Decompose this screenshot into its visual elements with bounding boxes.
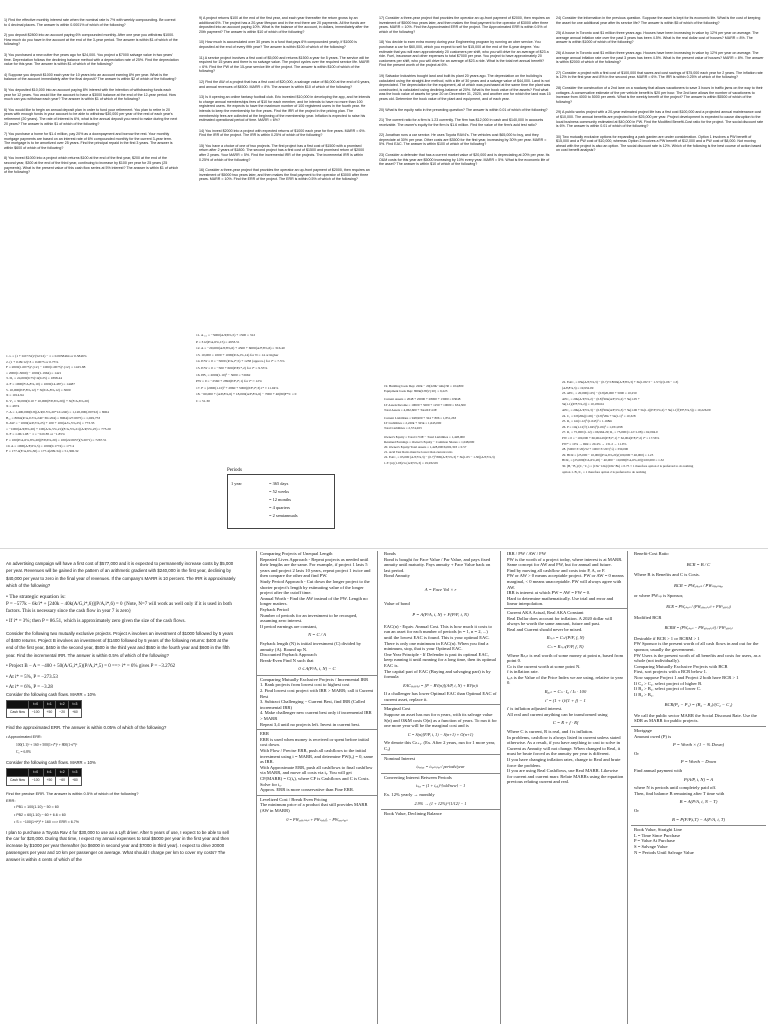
note-text: If you are using Real Cashflows, use Real MARR. Likewise for current and current marr. Relate MARRs using the equation previous relating current and real. (507, 768, 624, 785)
problem: 28) Consider the construction of a 2nd lane on a roadway that allows vacationers to save 3 hours in traffic jams on the way to their cottages. A conservative estimate of the per vehicle benefit is $20 per hour. The 2nd lane allows the number of vacationers to increase from 4000 to 5000 per week. What is the weekly benefit of the project? The answer is within $5500 of which of the following? (556, 85, 763, 104)
notes-column-3 (504, 551, 628, 1024)
note-text: Repeat 3,4 until no projects left. Invest in current best. (260, 721, 361, 727)
answer-line: 25. R₃ = 1m(1.12)³/(1.045)³ = 1.168m (562, 419, 612, 424)
problem: 6) You would like to begin an annual deposit plan in order to fund your retirement. You plan to retire in 20 years with enough funds in your account to be able to withdraw $30,000 per year of the rest of each year's retirement (20 years). The rate of interest is 6%, what is the annual deposit you need to make during the next 20 years? The answer is within $1 of which of the following? (4, 107, 178, 126)
answer-line: 18. −60,000 + (A/P,8%,6) + 18,000(A/F,8%,6) − 7000 + 40(80)F*C = 0 (196, 392, 297, 397)
note-text: EAC(n) - Equiv. Annual Cost. This is how much it costs to run an asset for each number of periods (n = 1, n = 2, ...) until the lowest EAC is found. This is your optimal EAC. There is only one minimum in EAC(n). When you find a minimum, stop, that is your Optimal EAC. (384, 623, 492, 652)
bcrm-equation: BCRM = (PWᵤₛₑᵣₛ − PWₒₚₑᵣₐₜᵢₙᵍ) / PWᶜₐₚᵢₜₐₗ (664, 625, 733, 631)
cf-head-cell: t=0 (28, 700, 43, 708)
note-text: Bond is bought for Face Value / Par Value, and pays fixed annuity until maturity. Pays annuity + Face Value back on last period. (384, 556, 491, 573)
answer-line: 13. 10,000 = 1000 + 1000(P/A,i%,14) for N = 14 or higher (196, 352, 279, 357)
note-text: Where C is current, R is real, and f is inflation. (507, 729, 594, 735)
answer-line: Equipment book Dep: 800k(0.80)^{20} = 9,223 (384, 389, 448, 394)
answer-line: 24. C₄ = 0.8(20k)(1.06) − (0.8)²20k + 5k(1.1)³ = 10,328 (562, 413, 636, 418)
example-text: I plan to purchase a Toyota Rav 4 for $30,000 to use as a Lyft driver. After 5 years of use, I expect to be able to sell the car for $20,000. During that time, I expect my annual expenses to total $5000 per year in the first year and then increase by $1000 per year thereafter (so $6000 in second year and $7000 in third year). I expect to drive 20000 passengers per year and 10 km per passenger on average. What should I charge per km to cover my costs? The answer is within 4 cents of which of the (6, 829, 230, 862)
cf-cell: −100 (28, 777, 43, 785)
answers-column-2 (196, 332, 370, 462)
section-title: Book Value, Declining Balance (384, 811, 442, 817)
problem: 30) Two mutually exclusive options for expanding a park garden are under consideration. Option 1 involves a PW benefit of $15,000 and a PW cost of $10,000, whereas Option 2 involves a PW benefit of $12,000 and a PW cost of $8,000. Not moving ahead with the project is also an option. The social discount rate is 12%. Which of the following is the best course of action based on cost benefit analysis? (556, 134, 762, 153)
answer-line: 4. F = 1000(F/A,8%,10) = 1000(14.487) = 14487 (6, 381, 76, 386)
note-text: ERR is used when money is received or spent before initial cost down. (260, 736, 369, 748)
problem: 11) A service project involves a first cost of $5,000 and returns $1500 a year for 5 years. The service will be required for 15 years and there is no salvage value. The project cycles over the required service life. MARR = 6%. Find the PW of the 15-year service life of the project. The answer is within $100 of which of the following? (199, 55, 370, 74)
note-text: In problems, cashflow is always listed in current unless stated otherwise. As a result, if you have anything to cast to solve in Current as Annuity will not change. When changed to Real, it must be brute forced as the annuity per year is different. (507, 734, 621, 757)
cf-cell: −20 (56, 709, 69, 717)
section-title: Converting Interest Between Periods (384, 774, 452, 780)
problem: 5) You deposited $10,000 into an account paying 8% interest with the intention of withdrawing funds each year for 12 years. You would like the account to have a $3000 balance at the end of the 12-year period. How much can you withdraw each year? The answer is within $1 of which of the following? (4, 87, 177, 102)
section-title: Levelized Cost / Break Even Pricing (260, 796, 328, 802)
note-text: If C₂ > C₁, select project of higher B. (634, 680, 703, 686)
example-equation: 100(1.1)³ + 160 + 500(1+i*)³ + 800(1+i*)³ (16, 742, 78, 747)
periods-row: = 4 quarters (269, 505, 291, 510)
note-text: If B₂ > B₁, (634, 691, 654, 697)
answer-line: P = 312(P/A,6%,15) = 4933.51 (196, 339, 240, 344)
answer-line: 2. (1 + 0.09/12)^3 = 0.0075 or 0.75% (6, 359, 59, 364)
answer-line: 9. F = 1.06/1.08 − 1 = −0.0185 or −1.85% (6, 432, 65, 437)
note-text: Study Period Approach - Cut down the longer project to the shorter project's length by estimating value of the longer project after the cutoff time. (260, 578, 370, 596)
note-text: First, sort projects with a BCR below 1. (634, 669, 708, 675)
note-text: We denote this Cₙ₊₁. (Ex. After 2 years, run for 1 more year, C₃) (384, 740, 496, 752)
answer-line: 11. A₁₅₀ = −5000(A/P,6%,5) + 1500 = 312 (196, 333, 256, 337)
answer-line: 23. AEC₁ = 20,000(1.05) − (0.8)20,000 + 5000 = 10,250 (562, 391, 637, 396)
note-text: PW is the worth of a project today, where interest is at MARR. Same concept for AW and FW, but for annual and future. (507, 556, 623, 568)
answer-line: = 2000(1.3060) − 1000(1.1964) = 1421 (6, 370, 62, 375)
real-equation: Rₙ,ₙ = Cₙ/(P/F, f, N) (546, 635, 585, 641)
bcr-users-equation: BCR = PWᵤₛₑᵣₛ / PWₛₚₒₙₛₒᵣ (674, 582, 723, 588)
levelized-equation: 0 = PWₑₓₚₑₙₛₑₛ + PWₛₐₗᵥₐᵍₑ − PWᵣₑᵥₑₙᵤₑₛ (286, 816, 348, 822)
periods-row: 1 year = 365 days (231, 481, 289, 486)
answers-column-4 (562, 380, 766, 550)
answer-line: 16. PB₁ = 2000(1.10)³ − 5000 = +2662 (196, 372, 251, 377)
note-text: S = Salvage Value (634, 843, 668, 849)
notes-column-2 (381, 551, 501, 1024)
crf-equation: C = R + f · Rf (552, 720, 579, 726)
answer-line: 28. (5000×3×20)/52 + 1000×3×20×(½) = 330,000 (562, 447, 629, 452)
cf-cell: +50 (43, 709, 56, 717)
problem: 8) You invest $1000 into a project which returns $100 at the end of the first year, $200 at the end of the second year, $300 at the end of the third year, continuing to increase by $100 per year for 25 years (25 payments). What is the present value of this cash flow series at 5% interest? The answer is within $1 of which of the following? (4, 156, 179, 175)
problem: 21) The current ratio for a firm is 1.23 currently. The firm has $12,000 in cash and $140,000 in accounts receivable. The owner's equity for the firm is $1.6 million. Find the value of the firm's acid test ratio? (379, 118, 544, 127)
note-text: PW or AW > 0 means acceptable project. PW or AW = 0 means marginal, < 0 means unacceptable. PW will always agree with AW. (507, 573, 624, 590)
answer-line: Current Liabilities = 948,900 + 324 + 806 = 1,851,263 (384, 416, 457, 421)
problem: 29) A public works project with a 20-year estimated project life has a first cost $100,000 and a projected annual maintenance cost of $10,000. The annual benefits are projected to be $25,000 per year. Project development is expected to cause disruption to the local business community estimated at $40,000 in PW. Find the Modified Benefit-Cost ratio for the project. The social discount rate is 6%. The answer is within 0.01 of which of the following? (556, 110, 764, 129)
problem: 23) Consider a defender that has a current market value of $20,000 and is depreciating at 20% per year. Its O&M costs for this year are $5000 increasing by 10% every year. MARR = 5%. What is the economic life of the asset? The answer is within $10 of which of the following? (379, 153, 550, 167)
marginal-cost-equation: C = S(n)[F/P, i, 1) − S(n+1) + O(n+1) (407, 731, 474, 737)
note-text: Amount owed (P) is (634, 733, 672, 739)
note-text: Find annual payment with (634, 768, 683, 774)
incremental-bcr-equation: BCR(P₂ − P₁) = (B₂ − B₁)/(C₂ − C₁) (664, 702, 733, 708)
problem: 22) Jonathan runs a car service. He uses Toyota RAV4's. The vehicles cost $65,000 to buy, and they depreciate at 30% per year. Other costs are $3500 for the first year, increasing by 30% per year. MARR = 5%. Find EAC. The answer is within $100 of which of the following? (379, 133, 547, 147)
example-bullet: • The strategic equation is: (6, 593, 66, 600)
notes-column-1 (256, 551, 378, 1024)
note-text: Approx. ERR is more conservative than Fine ERR. (260, 787, 355, 793)
answer-line: 14. P/W = 0 = −5000 (P/A,i*,5) + 1238 (approx.) for i* = 7.5% (196, 359, 285, 364)
answer-line: Total Assets = 4,062,600 + TotalLT=OE (384, 407, 437, 412)
note-text: Comparing Mutually Exclusive Projects with BCR (634, 663, 728, 669)
answer-line: PW = 0 = −2560 + 2892(P/F,i*,1) for i* ≈ 12% (196, 379, 262, 384)
section-title: ERR (260, 731, 269, 737)
example-text: Find the approximated ERR. The answer is within 0.05% of which of the following? (6, 724, 167, 730)
bcr-equation: BCR = B / C (686, 561, 711, 567)
cf-cell: Cash flow (7, 709, 29, 717)
nominal-equation: iₚₑᵣᵢₒₑ = iₙₒₘᵢₙₐₗ / periods/year (416, 764, 465, 770)
answer-line: 3. D₅ = 24,000(0.75)^4(0.25) = 1898.44 (6, 376, 62, 381)
breakeven-equation: 0 ≤ A(P/A, i, N) − C (298, 666, 336, 672)
problem: 2) you deposit $2800 into an account paying 6% compounded monthly. After one year you withdraw $1000. How much do you have in the account at the end of the 3-year period. The answer is within $1 of which of the following? (4, 33, 178, 47)
note-text: Bond Annuity (384, 573, 410, 579)
answer-line: 1.3^{n}(1.06)^n (A/P,5%,3) = 19,932.09 (384, 460, 438, 465)
section-divider (0, 548, 768, 549)
section-title: Marginal Cost (384, 706, 411, 712)
answer-line: AEC₂ = 20k(A/P,5%,2) − (0.8)²20k(A/F,5%,2) + 5k(1.05 + (562, 396, 640, 401)
note-text: Or (634, 750, 639, 756)
note-text: Modified BCR (634, 614, 662, 620)
answer-line: 26. P = 1m(1.12)³/(1.045)³(1.06)³ = 1,031,098 (562, 424, 623, 429)
problem: 9) A project returns $100 at the end of the first year, and each year thereafter the return grows by an additional 6%. The project has a 20-year lifespan and in the end there are 20 payments. All the funds are deposited into an account paying 10%. What is the balance of the account, in dollars, immediately after the 20th payment? The answer is within $10 of which of the following? (199, 16, 369, 34)
note-text: With Approximate ERR, push all cashflows to final cashflow via MARR, and move all costs via iₐ. You will get CF(MARR) = C(iₐ), where CF is Cashflows and C is Costs. Solve for iₐ. (260, 764, 373, 787)
answer-line: PW* = 10% → IRR = 20.4% → 131.2 → 11.9% (562, 441, 627, 446)
example-equation: • At i* = 5%, P = −273.53 (6, 674, 58, 680)
section-title: Benefit-Cost Ratio (634, 551, 669, 556)
note-text: Desirable if BCR > 1 or BCRM > 1 (634, 635, 700, 641)
mortgage-equation: P(A/P, i, N) = A (683, 776, 714, 782)
answer-line: 12. A = −20,000(A/P,8%,6) + 4500 + 6000(A/F,8%,6) = 316.40 (196, 346, 285, 351)
note-text: f is inflation rate. (507, 669, 539, 675)
problem: 19) Salvador Industries bought land and built its plant 20 years ago. The depreciation on the building is calculated using the straight-line method, with a life of 30 years and a salvage value of $44,000. Land is not depreciated. The depreciation for the equipment, all of which was purchased at the same time the plant was constructed, is calculated using declining-balance at 20%. What is the book value of the assets? Find what was the book value of assets for year 20 on December 31, 2020, and another one for which the land was 15 years old. Determine the book value of the plant and equipment, and of each year. (379, 73, 551, 101)
conversion-equation: iₙₑₓ = (1 + iₒₗₑ)^{old/new} − 1 (415, 783, 466, 789)
answer-line: PW = 0 = −100,000 + 66,964.29(P/F,i*,1) + 62,004(P/F,i*,2) i* = 17.56% (562, 435, 660, 440)
problem: 7) You purchase a home for $1.4 million, pay 20% as a downpayment and borrow the rest. Your monthly mortgage payments are based on an interest rate of 6% compounded monthly for the current 3-year term. The mortgage is to be amortized over 25 years. Find the principal repaid in the first 3 years. The answer is within $600 of which of the following? (4, 132, 173, 150)
note-text: The capital part of EAC (Buying and salvaging part) is by formula (384, 668, 491, 680)
cf-head-cell: t=2 (56, 768, 69, 776)
note-text: Now suppose Project 1 and Project 2 both have BCR > 1 (634, 674, 739, 680)
answer-line: X = 4874 (6, 404, 20, 409)
answer-line: 29. BCR = (25,000 − 10,000)(P/A,6%,20)/(100,000 + 40,000) = 1.23 (562, 452, 654, 457)
answer-line: 17. F = (2000(1.10)³ + 2860 + 5000)(P/F,i*,3) i* ≈ 11.04% (196, 385, 279, 390)
note-text: 2. Find lowest cost project with IRR > MARR; call it Current Best (260, 688, 374, 699)
mortgage-equation: P = Worth − Down (680, 759, 717, 765)
cf-head-cell: t=1 (43, 700, 56, 708)
cf-cell: −100 (28, 709, 43, 717)
answer-line: C = 51.30 (196, 398, 210, 403)
problems-column-3 (379, 16, 551, 348)
note-text: Ex. 12% yearly → monthly (384, 792, 435, 797)
problem: 17) Consider a three-year project that provides the operator an up-front payment of $2000, then requires an investment of $5000 two years later, and then makes the final payment to the operator of $3000 after three years. MARR = 10%. Find the Approximated ERR of the project. The Approximated ERR is within 0.5% of which of the following? (379, 16, 550, 34)
note-text: If a challenger has lower Optimal EAC than Optimal EAC of current asset, replace it. (384, 691, 497, 702)
note-text: PW Sponsor is the present worth of all cash flows in and out for the sponsor, usually the government. (634, 641, 759, 652)
note-text: Break-Even Find N such that (260, 657, 314, 663)
problems-column-1 (4, 18, 179, 348)
cf-head-cell: t=1 (43, 768, 56, 776)
cf-cell: Cash flow (7, 777, 29, 785)
cashflow-caption: Consider the following cash flows. MARR = 10% (6, 692, 96, 698)
note-text: Discounted Payback Approach (260, 652, 317, 658)
periods-title: Periods (227, 468, 242, 473)
worked-examples (6, 560, 236, 1022)
note-text: One Year Principle - If Defender is past its optimal EAC, keep running it until running for a long time, then its optimal EAC is. (384, 651, 497, 668)
note-text: Hard to determine mathematically. Use trial and error and linear interpolation. (507, 595, 614, 607)
note-text: Find by moving all cashflow and costs into P, A, or F. (507, 567, 606, 573)
eac-equation: EACₚᵤₚᵢₜₐₗ = [P − BV(n)](A/P, i, N) + BV(n)i (403, 682, 478, 688)
note-text: IRR is interest at which PW = AW = FW = 0. (507, 590, 591, 596)
problem: 15) You have a choice of one of two projects. The first project has a first cost of $1500 with a promised return after 2 years of $1800. The second project has a first cost of $1500 and promised return of $2000 after 2 years. Your MARR = 5%. Find the incremental IRR of the projects. The incremental IRR is within 0.25% of which of the following? (199, 143, 365, 162)
problem: 26) A house in Toronto cost $1 million three years ago. Houses have been increasing in value by 12% per year on average. The average annual inflation rate over the past 3 years has been 4.5%. What is the present value of houses? MARR = 8%. The answer is within $2000 of which of the following? (556, 50, 764, 65)
example-equation: 2.9% → (1 + 12%)^{1/12} − 1 (414, 800, 467, 806)
answer-line: F = 2000(1.0075)^{12} − 1000(1.0075)^{12} = 1425.88 (6, 365, 86, 370)
cf-cell: +80 (69, 777, 82, 785)
answer-line: (A/P,8%,3) = 19,932.09 (562, 385, 594, 390)
note-text: PW Users is the present worth of all benefits and costs for users, as a whole (not individually). (634, 652, 761, 664)
note-text: iₑ,ₙ is the Value of the Price Index we are using, relative to year 0. (507, 674, 624, 686)
inflation-interest-equation: i' = (1 + i)/(1 + f) − 1 (545, 697, 586, 703)
notes-column-4 (631, 551, 766, 1024)
section-title: Mortgage (634, 728, 652, 734)
cf-head-cell: t=3 (69, 700, 82, 708)
note-text: Number of periods for an investment to be recouped, assuming zero interest. (260, 612, 358, 624)
cf-head-cell: t=3 (69, 768, 82, 776)
note-text: Repeated Lives Approach - Repeat projects as needed until their lengths are the same. For example, if project 1 lasts 5 years and project 2 lasts 10 years, repeat project 1 twice and then compare the other and find PW. (260, 556, 371, 579)
answer-line: 7. A = 1,400,000(0.8)(A/P,0.5%,20*12=240) = 1,120,000(.00722) = 8064 (6, 409, 109, 414)
answer-line: 22. EAC₁ = 65k(A/P,5%,3) − (0.7)^3 800k(A/F,8%,3) + 3k(1.06^3 − 1.3^3)/(1.06 − 1.3) (562, 380, 679, 384)
bcr-sponsor-equation: BCR = PWᵤₛₑᵣₛ / (PWₒₚₑᵣₐₜᵢₙᵍ + PWᶜₐₚᵢₜₐₗ) (666, 603, 731, 609)
answer-line: 27. R₁ = 75,000/(1.12) = 66,964.29; R₂ = 75,000/(1.12×1.08) = 62,004.0 (562, 430, 658, 435)
problem: 10) How much is accumulated over 30 years in a fund that pays 6% compounded yearly, if $1000 is deposited at the end of every fifth year? The answer is within $100 of which of the following? (199, 40, 357, 49)
payback-equation: N = C / A (308, 632, 326, 638)
cf-cell: +60 (69, 709, 82, 717)
section-title: Book Value, Straight Line (634, 827, 682, 833)
example-text: An advertising campaign will have a first cost of $577,000 and it is expected to permanently increase costs by $5,000 per year. Revenues will be gained in the pattern of an arithmetic gradient with $240,000 in the first year, declining by $40,000 per year to zero in the final year of revenues. If the company's MARR is 10 percent. The IRR is approximately which of the following? (6, 561, 236, 589)
problem: 27) Consider a project with a first cost of $100,000 that saves and cost savings of $75,000 each year for 2 years. The inflation rate is 12% in the first year and 8% in the second year. MARR = 6%. The IRR is within 0.25% of which of the following? (556, 70, 763, 80)
answer-line: Retained Earnings = Owner's Equity − Common Shares = 1,048,000 (384, 439, 475, 444)
note-text: Annual Worth - Find the AW instead of the PW. Length no longer matters. (260, 595, 368, 607)
answer-line: 22. EAC₁ = 65,000 (A/P,5%,3) − (0.7)³ 800(A/F,5%,3) + 3k(1.05 − 1.30)(A/P,5%,3) (384, 455, 495, 460)
example-text: ERR: (6, 797, 16, 803)
section-title: Comparing Mutually Exclusive Projects / Incremental IRR (260, 676, 369, 682)
problem: 13) Is it opening an online fantasy football club. Eric invested $10,000 in developing the app, and he intends to charge annual memberships fees of $10 for each member, and he intends to have no more than 100 registered users. He expects to have the maximum number of 100 registered users in the fourth year. He intends to keep the membership for five years. Find the IRR of the project in the pricing plan. The membership fees are collected at the beginning of the membership year. Inflation is expected to raise his estimated operational period of time. MARR = 6%? (199, 95, 371, 123)
answer-line: LT Liabilities = 2,220k + 325k = 1,643,000 (384, 421, 442, 426)
cashflow-caption: Consider the following cash flows. MARR = 10% (6, 760, 96, 766)
note-text: Payback Period (260, 606, 289, 612)
answer-line: = −1000(A/P,8%,20) + 100(A/G,5%,21)(F/A,5%,21)(A/P,5%,25) = 773.20 (6, 426, 111, 431)
example-bullet: • S = −100(1+i*)³ + 160 ==> ERR = 6.7% (14, 820, 79, 825)
problems-column-4 (556, 16, 764, 348)
cf-head-cell (7, 700, 29, 708)
answer-line: option 1. B₂/C₂ = 1 therefore option 2 is preferred to do nothing (562, 469, 647, 474)
problem: 25) A house in Toronto cost $1 million three years ago. Houses have been increasing in value by 12% per year on average. The average annual inflation rate over the past 3 years has been 4.5%. What is the real dollar cost of houses? MARR = 8%. The answer is within $1000 of which of the following? (556, 31, 759, 45)
note-text: Then, find balance B remaining after T time with (634, 790, 725, 796)
problem: 20) What is the equity ratio in the preceding question? The answer is within 0.01 of which of the following? (379, 107, 548, 112)
problem: 1) Find the effective monthly interest rate when the nominal rate is 7% with weekly compounding. Be correct to 4 decimal places. The answer is within 0.0001% of which of the following? (4, 18, 176, 27)
section-title: Bonds (384, 551, 396, 556)
note-text: L = Time Since Purchase (634, 832, 681, 838)
section-title: Comparing Projects of Unequal Length (260, 551, 333, 556)
note-text: If you have changing inflation rates, change to Real and brute force the problem. (507, 757, 621, 768)
bond-equation: A = Face Val × r (424, 586, 457, 592)
cf-cell: +50 (43, 777, 56, 785)
problem: 24) Consider the information in the previous question. Suppose the asset is kept for its economic life. What is the cost of keeping the asset for one additional year after its service life? The answer is within $5 of which of the following? (556, 16, 761, 25)
note-text: 4. Make challenger new current best only if incremental IRR > MARR (260, 710, 372, 722)
answer-line: F = 177.4(F/A,6%,30) = 177.4(209.34) = 51,306.32 (6, 449, 79, 454)
note-text: Where B is Benefits and C is Costs. (634, 572, 700, 578)
cf-head-cell (7, 768, 29, 776)
answer-line: Owner's Equity = Total L+OE − Total Liabilities = 1,428,000 (384, 434, 465, 439)
answer-line: F = 100(P/A,6%,8%,20)(F/P,6%,20) = 100(22.0657)(3.2071) = 7267.51 (6, 437, 107, 442)
problems-column-2 (199, 16, 371, 348)
example-text: Consider the following two mutually exclusive projects. Project A involves an investment of $1000 followed by 5 years of $400 returns. Project B involves an investment of $1400 followed by 5 years of the following returns: $400 at the end of the first year, $450 in the second year, $500 in the third year and $550 in the fourth year and $600 in the fifth year. Find the incremental IRR. The answer is within 0.5% of which of the following? (6, 630, 234, 658)
note-text: Current AKA Actual, Real AKA Constant (504, 608, 627, 616)
price-index-equation: R₀,ₙ = Cₙ · I₀ / Iₙ · 100 (544, 689, 587, 695)
problem: 3) You purchased a new cutter five years ago for $24,000. You project a $7000 salvage value in two years' time. Depreciation follows the declining balance method with a depreciation rate of 25%. Find the depreciation value for this year. The answer is within $1 of which of the following? (4, 52, 179, 67)
note-text: All real and current anything can be transformed using (507, 711, 608, 717)
problem: 14) You invest $2000 into a project with expected returns of $1000 each year for five years. MARR = 6%. Find the IRR of the project. The IRR is within 0.25% of which of the following? (199, 128, 366, 138)
section-title: Nominal Interest (384, 755, 415, 761)
note-text: where N is periods until completely paid off. (634, 785, 717, 791)
example-bullet: • PB1 = 100(1.10) − 50 = 60 (14, 805, 59, 810)
note-text: or where PWₛₚ is Sponsor, (634, 593, 684, 599)
periods-row: = 12 months (269, 497, 291, 502)
example-bullet: • Approximated ERR: (6, 735, 42, 740)
answer-line: 30. (B₁−B₂)/(C₁−C₂) = (15k−12k)/(10k−8k) = 0.75 < 1 therefore option 2 is preferred to do nothing (562, 463, 694, 468)
cashflow-table-2 (6, 768, 82, 786)
answer-line: B₃₆ = 8064(P/A,0.5%,240−36=204) = 8064(127.6975) = 1,029,753 (6, 415, 101, 420)
note-text: Suppose an asset has run for n years, with its salvage value S(n) and O&M costs O(n) as a function of years. To run it for one more year will be the marginal cost and is (384, 712, 497, 729)
note-text: The minimum price of a product that still provides MARR (AW in MARR) (260, 802, 368, 813)
example-bullet: • PB2 = 60(1.10) − 60 + 6.6 = 60 (14, 812, 66, 817)
cf-head-cell: t=0 (28, 768, 43, 776)
answer-line: Current Assets = 2048 + 20000 + 28000 + 13000 = 63048 (384, 397, 461, 402)
answer-line: X = 1014.94 (6, 393, 24, 398)
note-text: i' is inflation adjusted interest. (507, 706, 563, 712)
problem: 4) Suppose you deposit $1000 each year for 10 years into an account earning 8% per year. What is the balance of the account immediately after the final deposit? The answer is within $2 of which of the following? (4, 72, 177, 82)
bond-value-equation: P = A(P/A, i, N) + F(P/F, i, N) (412, 612, 469, 618)
example-equation: C₀ = 6.8% (16, 749, 31, 754)
note-text: Value of bond (384, 600, 410, 606)
note-text: P = Value At Purchase (634, 838, 675, 844)
answer-line: 20. Owner's Equity/Total Assets = 1,428,000/6,002,303 = 0.57 (384, 445, 467, 450)
note-text: N = Periods Until Salvage Value (634, 849, 694, 855)
note-text: 1. Rank projects from lowest cost to highest cost (260, 682, 350, 688)
answer-line: 1. iₑ = (1 + 0.07/52)^(52/12) − 1 = 0.0058464 or 0.5846% (6, 354, 87, 358)
mortgage-equation: B = A(P/A, i, N − T) (679, 799, 718, 805)
answer-line: 8. AW = −1000(A/P,5%,25) + 100 + 100(A/G,5%,25) = 773.33 (6, 421, 95, 426)
current-equation: Cₙ = Rₙ,ₙ(F/P, f, N) (547, 643, 584, 649)
note-text: Payback length (N) is initial investment (C) divided by annuity (A). Round up N. (260, 640, 362, 652)
answer-line: AEC₃ = 20k(A/P,5%,3) − (0.8)³20k(A/F,5%,3) + 5k(1.06 + 5k(1.1)(P/F,5%,2) + 5k(1.1)²(P/F,5%,3)) = 10,226.09 (562, 407, 711, 412)
section-title: IRR / PW / AW / FW (507, 551, 547, 556)
example-equation: • At i* = 6%, P = −3.28 (6, 685, 53, 691)
note-text: If period earnings are constant, (260, 623, 318, 629)
example-equation: • Project B − A = −400 + 50(A/G,i*,5)(P/A,i*,5) = 0 ==> i* = 6% gives P = −3.2762 (6, 664, 176, 670)
note-text: Where Rₙ,ₙ is real worth of some money at point n, based from point 0. (507, 652, 624, 664)
answer-line: 6. V₀ = 30,000(0.10 + 10,000(F/P,6%,20)) + X(F/A,6%,20) (6, 398, 90, 403)
note-text: Cₙ is the current worth at some point N. (507, 663, 581, 669)
cf-cell: −60 (56, 777, 69, 785)
periods-table (227, 468, 335, 529)
periods-row: = 2 semiannuals (269, 513, 298, 518)
answer-line: LT Assets/Income = 10000 + 5000 + 1250 + 10000 = 634,300 (384, 402, 466, 407)
example-bullet: • If i* = 3%; then P = 86.51, which is approximately zero given the size of the cash flows. (6, 619, 186, 625)
answer-line: 21. Acid Test Ratio must be lower than current ratio (384, 450, 453, 455)
note-text: We call the public sector MARR the Social Discount Rate. Use the SDR as MARR for public projects. (634, 712, 757, 724)
cf-head-cell: t=2 (56, 700, 69, 708)
answer-line: BCR₂ = [25,000(P/A,6%,20) − 40,000 − 10,000(P/A,6%,20)]/100,000 = 1.32 (562, 458, 664, 463)
answer-line: 10. A = 1000(A/F,6%,5) = 1000(0.1774) = 177.4 (6, 443, 75, 448)
example-equation: P = −577k − 6k/i* + [240k − 40k(A/G,i*,6)](P/A,i*,6) = 0 {Note, N=7 will work as well only if it is used in both factors. This is necessary since the cash flow in year 7 is zero} (6, 602, 232, 615)
note-text: Real and Current should never be mixed. (507, 626, 583, 632)
problem: 16) Consider a three-year project that provides the operator an up-front payment of $2000, then requires an investment of $5000 two years later, and then makes the final payment to the operator of $3000 after three years. MARR = 10%. Find the ERR of the project. The ERR is within 0.5% of which of the following? (199, 168, 370, 182)
problem: 18) You decide to earn extra money during your Engineering program by running an uber service. You purchase a car for $60,000, which you expect to sell for $15,000 at the end of the 6-year degree. You estimate that you will earn approximately 20 customers per shift, who you will drive for an average of $23 a ride. Fuel, insurance and other expenses to total $7000 per year. You project to have approximately 20 customers per shift, who you will drive for an average of $23 a ride. What is the total net annual benefit? Find the present worth of the project at 6%. (379, 40, 549, 68)
problem: 12) Find the AW of a project that has a first cost of $20,000, a salvage value of $6,000 at the end of 6 years, and annual revenues of $4500. MARR = 8%. The answer is within $10 of which of the following? (199, 79, 371, 89)
answer-line: Total Liabilities = 2,574,263 (384, 426, 422, 431)
answers-column-3 (384, 384, 554, 524)
answers-column-1 (6, 354, 194, 524)
answer-line: 5. 10,000(P/F,8%,12) + X(P/A,8%,12) = 3000 (6, 387, 71, 392)
note-text: With Flow / Precise ERR, push all cashflows to the initial investment using i = MARR, and determine PW(iₐ) = 0, same as IRR. (260, 748, 374, 765)
note-text: Real Dollar does account for inflation. A 2020 dollar will always be worth the same amount, future and past. (507, 615, 613, 627)
cashflow-table-1 (6, 700, 82, 718)
note-text: 3. Subtract Challenging − Current Best, find IRR (Called incremental IRR) (260, 699, 365, 710)
periods-row: = 52 weeks (269, 489, 290, 494)
answer-line: 19. Building book Dep: 220k − 20(220k−44k)/30 = 104,800 (384, 384, 464, 388)
note-text: Or (634, 808, 639, 813)
mortgage-equation: B = P(F/P,i,T) − A(F/A, i, T) (672, 816, 725, 822)
example-text: Find the precise ERR. The answer is within 0.5% of which of the following? (6, 790, 139, 796)
answer-line: 15. P/W = 0 = −500 + 600(P/F,i*,2) for i* = 9.55% (196, 365, 268, 370)
mortgage-equation: P = Worth × (1 − % Down) (672, 742, 725, 748)
answer-line: 5k(1.1)(P/F,5%,2)) = 10,180.64 (562, 402, 604, 407)
note-text: If B₂ > B₁, select project of lower C. (634, 686, 702, 692)
